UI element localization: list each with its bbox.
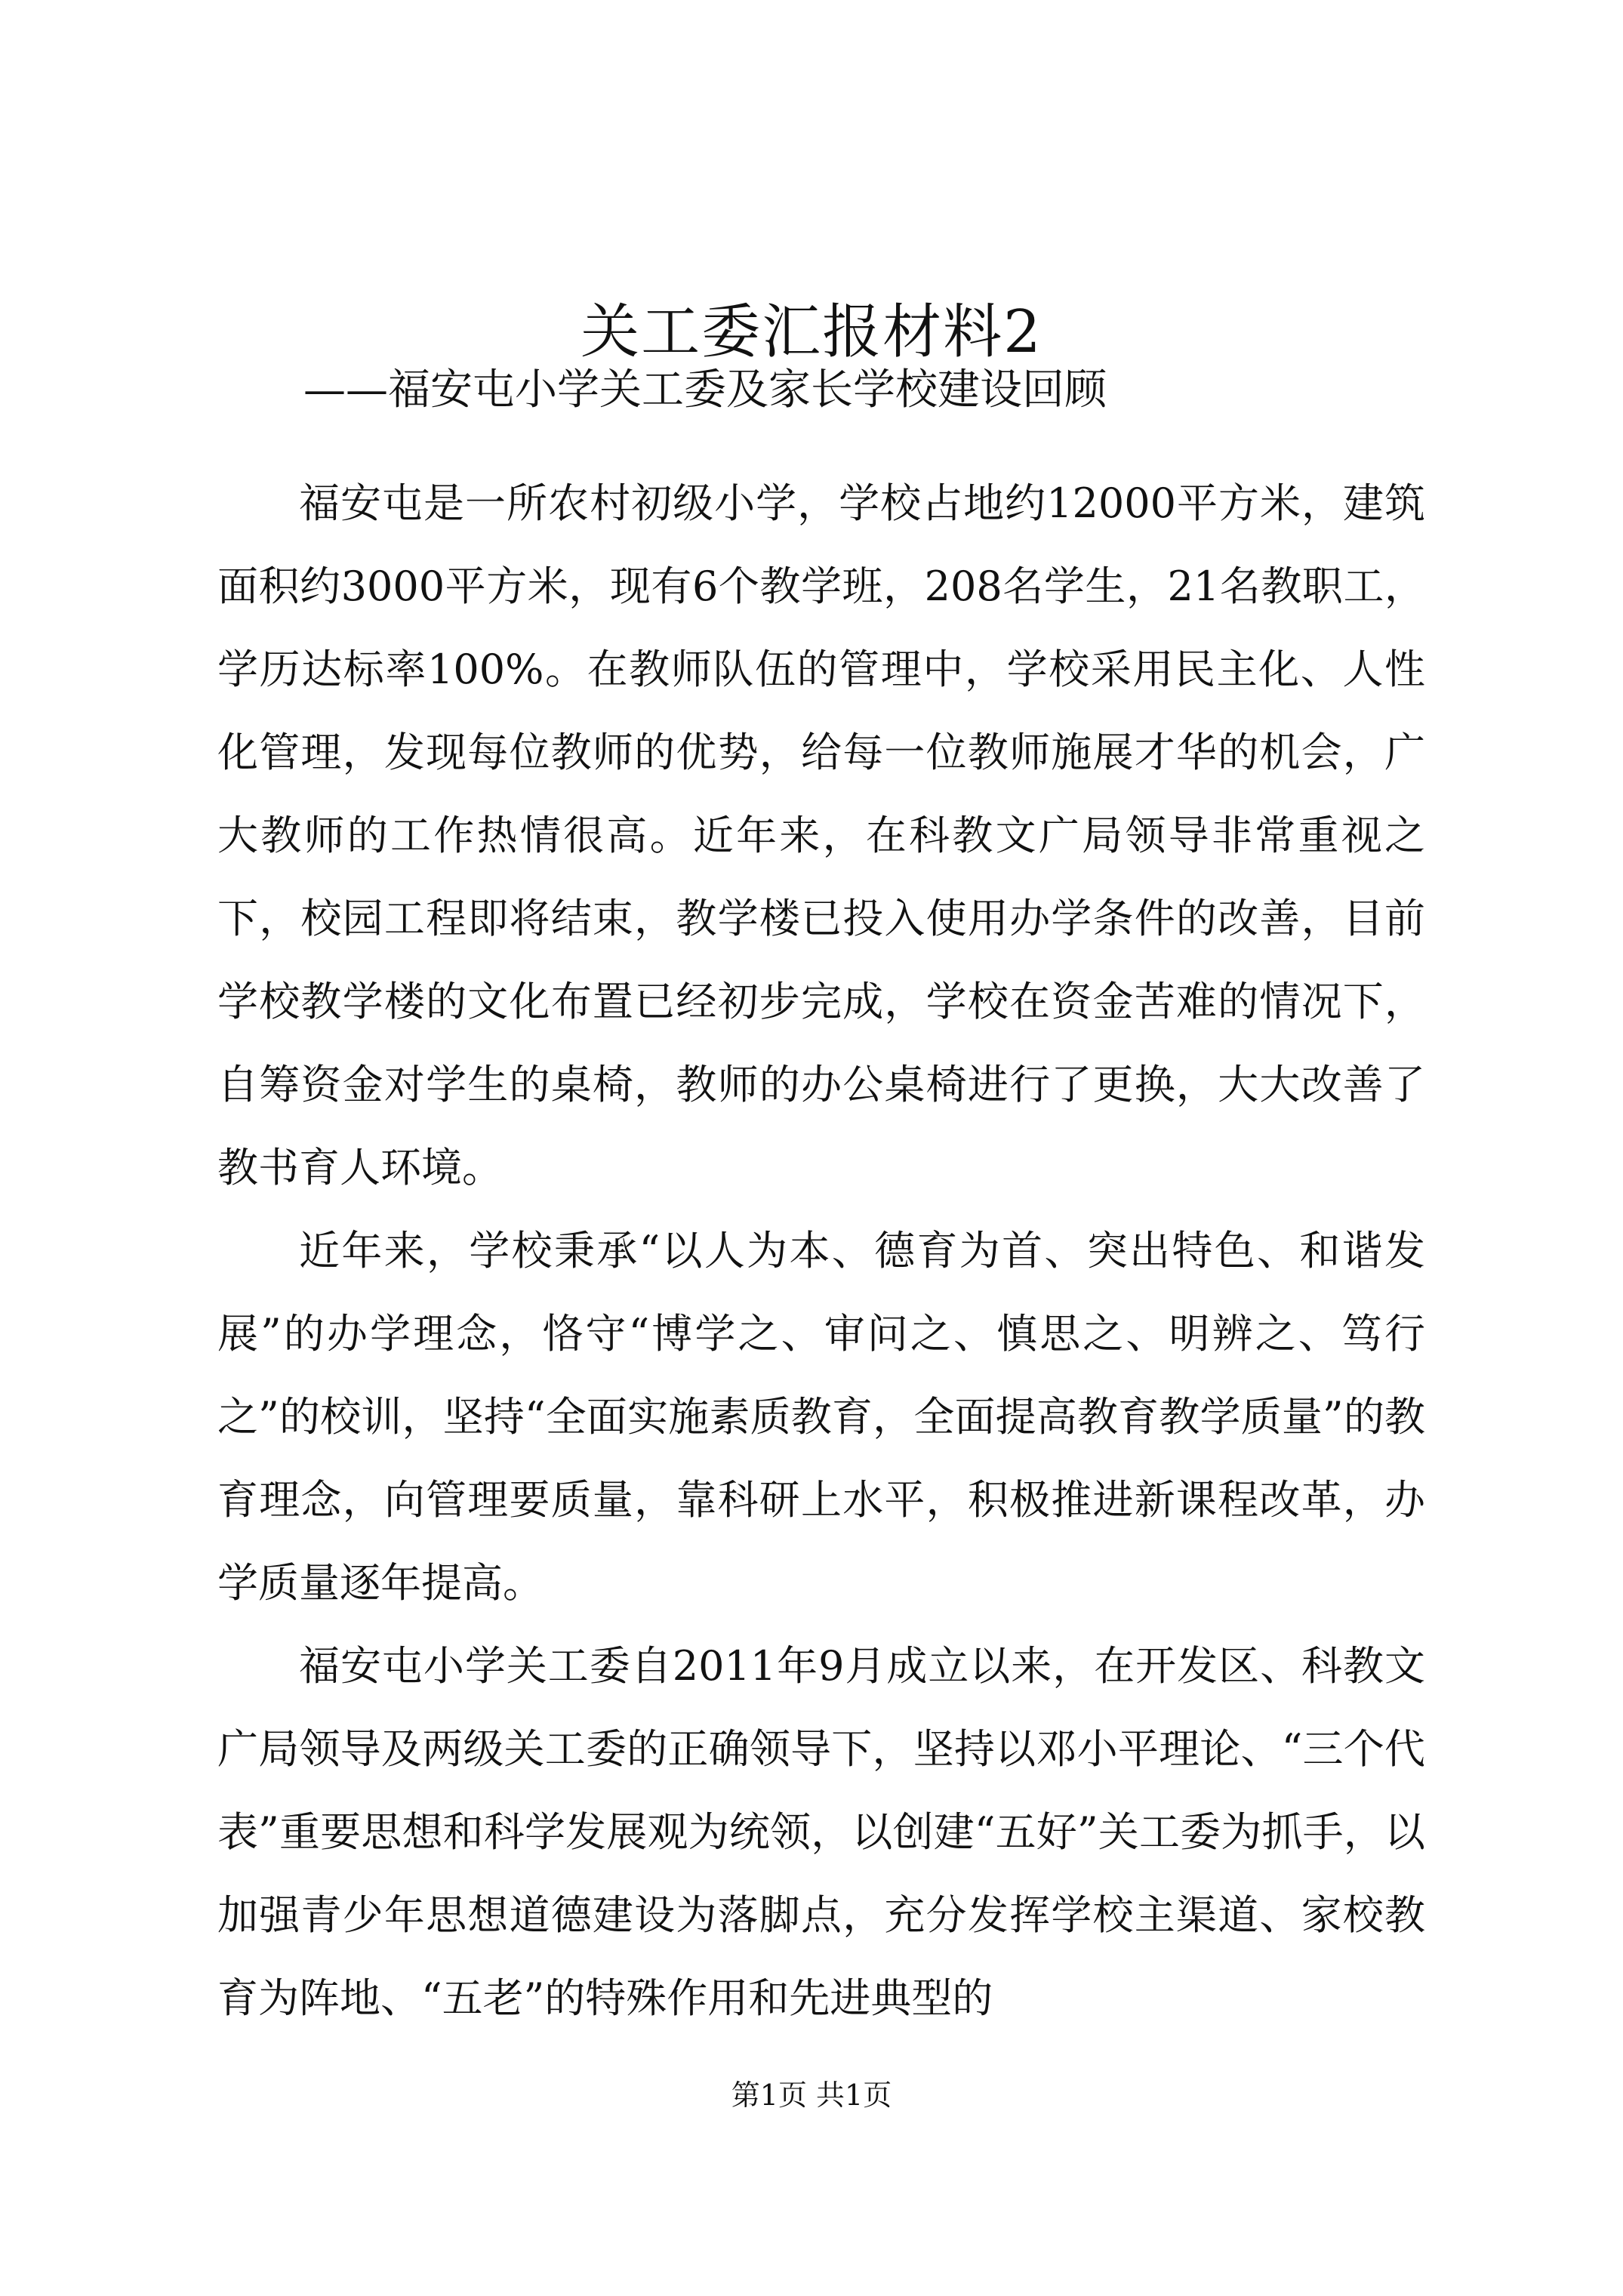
page-footer: 第1页 共1页 <box>731 2079 892 2112</box>
document-subtitle: ——福安屯小学关工委及家长学校建设回顾 <box>303 365 1107 415</box>
document-title: 关工委汇报材料2 <box>581 298 1042 366</box>
paragraph-2: 近年来，学校秉承“以人为本、德育为首、突出特色、和谐发展”的办学理念，恪守“博学之、审问之、慎思之、明辨之、笃行之”的校训，坚持“全面实施素质教育，全面提高教育教学质量”的教育理念，向管理要质量，靠科研上水平，积极推进新课程改革，办学质量逐年提高。 <box>217 1227 1425 1607</box>
paragraph-3: 福安屯小学关工委自2011年9月成立以来，在开发区、科教文广局领导及两级关工委的正确领导下，坚持以邓小平理论、“三个代表”重要思想和科学发展观为统领，以创建“五好”关工委为抓手，以加强青少年思想道德建设为落脚点，充分发挥学校主渠道、家校教育为阵地、“五老”的特殊作用和先进典型的 <box>217 1642 1425 2022</box>
paragraph-1: 福安屯是一所农村初级小学，学校占地约12000平方米，建筑面积约3000平方米，现有6个教学班，208名学生，21名教职工，学历达标率100%。在教师队伍的管理中，学校采用民主化、人性化管理，发现每位教师的优势，给每一位教师施展才华的机会，广大教师的工作热情很高。近年来，在科教文广局领导非常重视之下，校园工程即将结束，教学楼已投入使用办学条件的改善，目前学校教学楼的文化布置已经初步完成，学校在资金苦难的情况下，自筹资金对学生的桌椅，教师的办公桌椅进行了更换，大大改善了教书育人环境。 <box>217 479 1425 1191</box>
document-body <box>217 462 1425 2040</box>
